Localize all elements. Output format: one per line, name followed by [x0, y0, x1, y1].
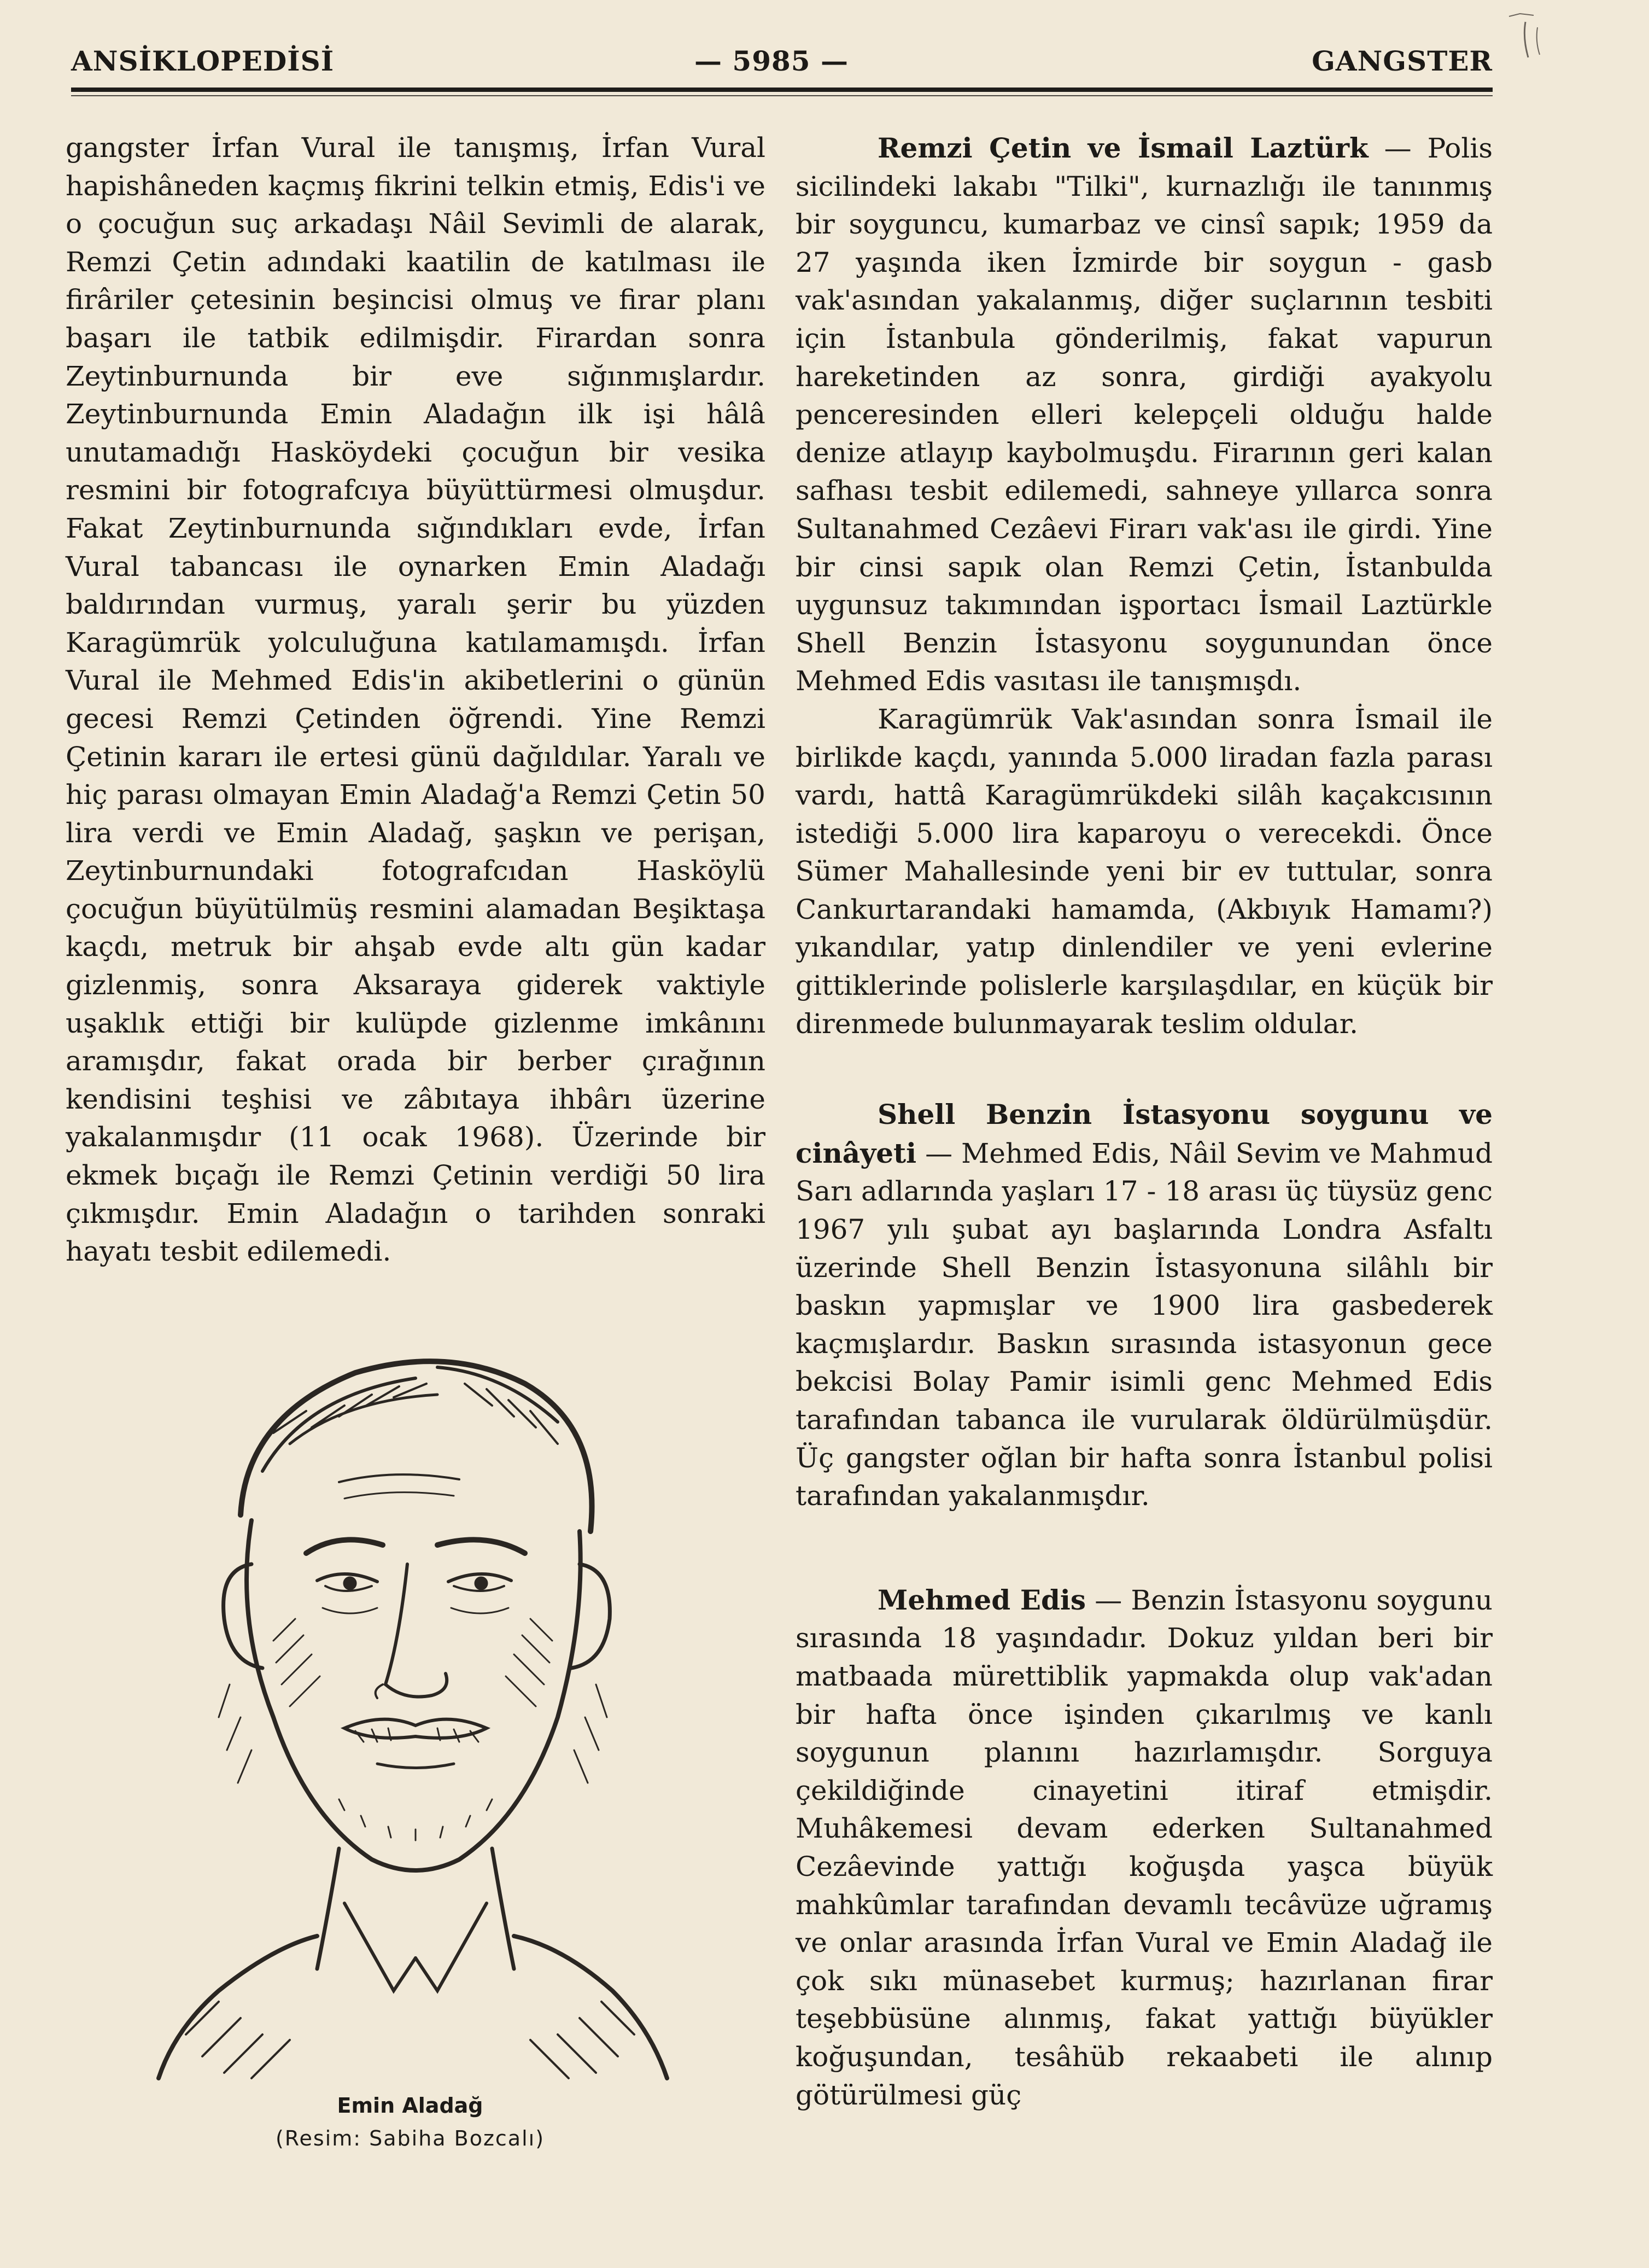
entry-remzi-cetin	[796, 129, 1493, 701]
entry-mehmed-edis	[796, 1581, 1493, 2114]
caption-name: Emin Aladağ	[337, 2094, 483, 2118]
entry-body: — Mehmed Edis, Nâil Sevim ve Mahmud Sarı adlarında yaşları 17 - 18 arası üç tüysüz genc 1967 yılı şubat ayı başlarında Londra Asfaltı üzerinde Shell Benzin İstasyonuna silâhlı bir baskın yapmışlar ve 1900 lira gasbederek kaçmışlardır. Baskın sırasında istasyonun gece bekcisi Bolay Pamir isimli genc Mehmed Edis tarafından tabanca ile vurularak öldürülmüşdür. Üç gangster oğlan bir hafta sonra İstanbul polisi tarafından yakalanmışdır.	[796, 1137, 1493, 1512]
entry-heading: Mehmed Edis	[878, 1583, 1086, 1616]
entry-shell-robbery	[796, 1095, 1493, 1515]
entry-body: — Benzin İstasyonu soygunu sırasında 18 yaşındadır. Dokuz yıldan beri bir matbaada mürettiblik yapmakda olup vak'adan bir hafta önce işinden çıkarılmış ve kanlı soygunun planını hazırlamışdır. Sorguya çekildiğinde cinayetini itiraf etmişdir. Muhâkemesi devam ederken Sultanahmed Cezâevinde yattığı koğuşda yaşca büyük mahkûmlar tarafından devamlı tecâvüze uğramış ve onlar arasında İrfan Vural ve Emin Aladağ ile çok sıkı münasebet kurmuş; hazırlanan firar teşebbüsüne alınmış, fakat yattığı büyükler koğuşundan, tesâhüb rekaabeti ile alınıp götürülmesi güç	[796, 1584, 1493, 2111]
left-column	[66, 129, 765, 1271]
page-header	[71, 38, 1493, 88]
header-encyclopedia-title: ANSİKLOPEDİSİ	[71, 45, 335, 77]
right-column	[796, 129, 1493, 2114]
entry-body: — Polis sicilindeki lakabı "Tilki", kurnazlığı ile tanınmış bir soyguncu, kumarbaz ve cinsî sapık; 1959 da 27 yaşında iken İzmirde bir soygun - gasb vak'asından yakalanmış, diğer suçlarının tesbiti için İstanbula gönderilmiş, fakat vapurun hareketinden az sonra, girdiği ayakyolu penceresinden elleri kelepçeli olduğu halde denize atlayıp kaybolmuşdu. Firarının geri kalan safhası tesbit edilemedi, sahneye yıllarca sonra Sultanahmed Cezâevi Firarı vak'ası ile girdi. Yine bir cinsi sapık olan Remzi Çetin, İstanbulda uygunsuz takımından işportacı İsmail Laztürkle Shell Benzin İstasyonu soygunundan önce Mehmed Edis vasıtası ile tanışmışdı.	[796, 132, 1493, 697]
page-number: — 5985 —	[694, 45, 849, 77]
left-paragraph: gangster İrfan Vural ile tanışmış, İrfan Vural hapishâneden kaçmış fikrini telkin etmiş, Edis'i ve o çocuğun suç arkadaşı Nâil Sevimli de alarak, Remzi Çetin adındaki kaatilin de katılması ile firâriler çetesinin beşincisi olmuş ve firar planı başarı ile tatbik edilmişdir. Firardan sonra Zeytinburnunda bir eve sığınmışlardır. Zeytinburnunda Emin Aladağın ilk işi hâlâ unutamadığı Hasköydeki çocuğun bir vesika resmini bir fotografcıya büyüttürmesi olmuşdur. Fakat Zeytinburnunda sığındıkları evde, İrfan Vural tabancası ile oynarken Emin Aladağı baldırından vurmuş, yaralı şerir bu yüzden Karagümrük yolculuğuna katılamamışdı. İrfan Vural ile Mehmed Edis'in akibetlerini o günün gecesi Remzi Çetinden öğrendi. Yine Remzi Çetinin kararı ile ertesi günü dağıldılar. Yaralı ve hiç parası olmayan Emin Aladağ'a Remzi Çetin 50 lira verdi ve Emin Aladağ, şaşkın ve perişan, Zeytinburnundaki fotografcıdan Hasköylü çocuğun büyütülmüş resmini alamadan Beşiktaşa kaçdı, metruk bir ahşab evde altı gün kadar gizlenmiş, sonra Aksaraya giderek vaktiyle uşaklık ettiği bir kulüpde gizlenme imkânını aramışdır, fakat orada bir berber çırağının kendisini teşhisi ve zâbıtaya ihbârı üzerine yakalanmışdır (11 ocak 1968). Üzerinde bir ekmek bıçağı ile Remzi Çetinin verdiği 50 lira çıkmışdır. Emin Aladağın o tarihden sonraki hayatı tesbit edilemedi.	[66, 132, 765, 1268]
header-topic: GANGSTER	[1312, 45, 1493, 77]
header-rule-thin	[71, 95, 1493, 96]
figure-caption	[164, 2089, 656, 2155]
entry-heading: Remzi Çetin ve İsmail Laztürk	[878, 132, 1369, 164]
caption-credit: (Resim: Sabiha Bozcalı)	[275, 2126, 545, 2150]
entry-continuation: Karagümrük Vak'asından sonra İsmail ile birlikde kaçdı, yanında 5.000 liradan fazla parası vardı, hattâ Karagümrükdeki silâh kaçakcısının istediği 5.000 lira kaparoyu o verecekdi. Önce Sümer Mahallesinde yeni bir ev tuttular, sonra Cankurtarandaki hamamda, (Akbıyık Hamamı?) yıkandılar, yatıp dinlendiler ve yeni evlerine gittiklerinde polislerle karşılaşdılar, en küçük bir direnmede bulunmayarak teslim oldular.	[796, 703, 1493, 1040]
pencil-mark-icon	[1504, 11, 1547, 60]
header-rule	[71, 88, 1493, 92]
entry-heading: Shell Benzin İstasyonu soygunu ve cinâyeti	[796, 1098, 1493, 1169]
portrait-drawing-icon	[109, 1334, 711, 2084]
